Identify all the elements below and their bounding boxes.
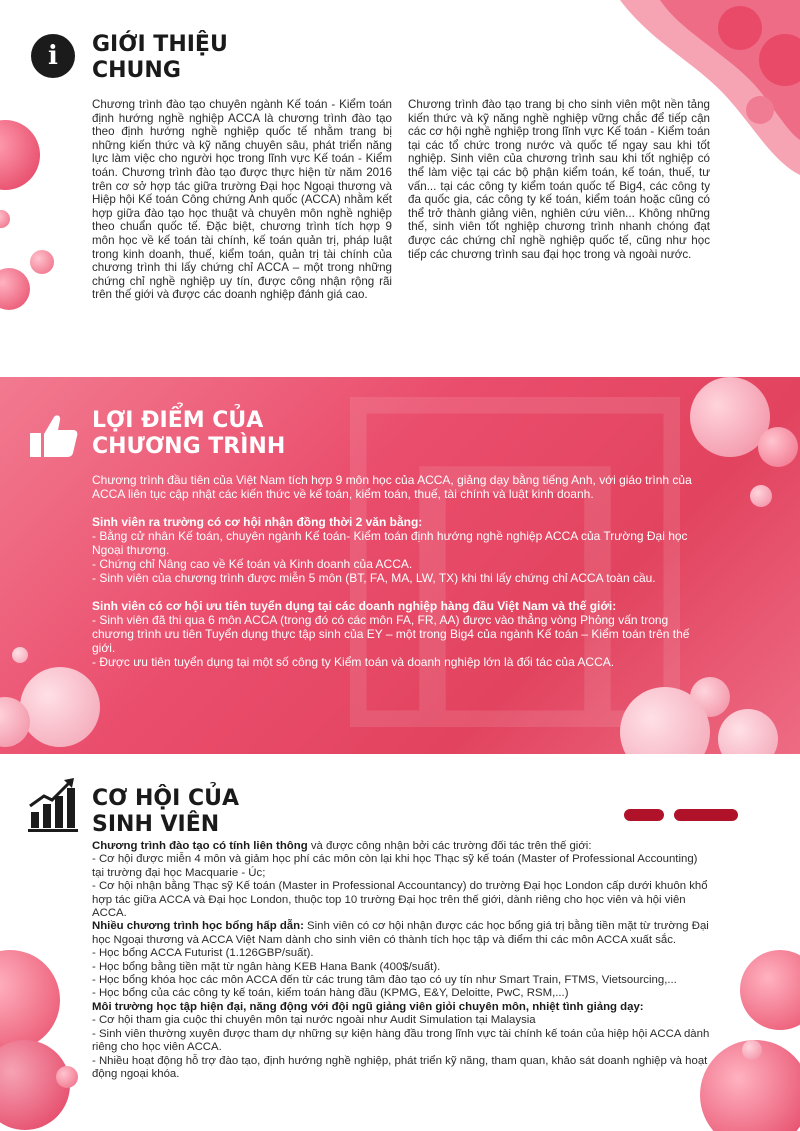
section3-bullet: - Nhiều hoạt động hỗ trợ đào tạo, định hướng nghề nghiệp, phát triển kỹ năng, tham quan, khảo sát doanh nghiệp và hoạt động ngoại khóa. [92, 1054, 708, 1080]
section1-column-right [408, 98, 710, 261]
decorative-bubble [0, 210, 10, 228]
decorative-bubble [740, 950, 800, 1030]
section2-title [92, 408, 285, 460]
section3-bullet: - Cơ hội nhận bằng Thạc sỹ Kế toán (Master in Professional Accountancy) do trường Đại học London cấp dưới khuôn khổ hợp tác giữa ACCA và Đại học London, thuộc top 10 trường Đại học trên thế giới, dành riêng cho học viên và hội viên ACCA. [92, 880, 708, 920]
decorative-bubble [0, 950, 60, 1050]
decorative-bubble [56, 1066, 78, 1088]
advantages-band [0, 377, 800, 754]
decorative-bubble [0, 120, 40, 190]
section3-heading-scholarship-rest: Sinh viên có cơ hội nhận được các học bổng giá trị bằng tiền mặt từ trường Đại học Ngoại thương và ACCA Việt Nam dành cho sinh viên có thành tích học tập và điểm thi các môn ACCA xuất sắc. [92, 920, 709, 946]
section2-intro: Chương trình đầu tiên của Việt Nam tích hợp 9 môn học của ACCA, giảng dạy bằng tiếng Anh, với giáo trình của ACCA liên tục cập nhật các kiến thức về kế toán, kiểm toán, thuế, tài chính và luật kinh doanh. [92, 473, 692, 501]
section1-column-left [92, 98, 392, 302]
section2-title-line1: LỢI ĐIỂM CỦA [92, 408, 264, 433]
section1-paragraph-left: Chương trình đào tạo chuyên ngành Kế toán - Kiểm toán định hướng nghề nghiệp ACCA là chương trình đào tạo theo định hướng nghề nghiệp quốc tế nhằm trang bị những kiến thức và kỹ năng chuyên sâu, phát triển năng lực làm việc cho người học trong lĩnh vực Kế toán - Kiểm toán. Chương trình đào tạo được thực hiện từ năm 2016 trên cơ sở hợp tác giữa trường Đại học Ngoại thương và Hiệp hội Kế toán Công chứng Anh quốc (ACCA) nhằm kết hợp giữa đào tạo học thuật và chuyên môn nghề nghiệp theo chuẩn quốc tế. Đặc biệt, chương trình tích hợp 9 môn học về kế toán tài chính, kế toán quản trị, pháp luật trong kinh doanh, thuế, kiểm toán, quản trị tài chính của chương trình thi lấy chứng chỉ ACCA – một trong những chứng chỉ nghề nghiệp uy tín, được công nhận rộng rãi trên thế giới và được các doanh nghiệp đánh giá cao. [92, 98, 392, 302]
decorative-bubble [30, 250, 54, 274]
section3-bullet: - Học bổng khóa học các môn ACCA đến từ các trung tâm đào tạo có uy tín như Smart Train, FTMS, Vietsourcing,... [92, 974, 677, 987]
section3-bullet: - Cơ hội được miễn 4 môn và giảm học phí các môn còn lại khi học Thạc sỹ kế toán (Master of Professional Accounting) tại trường đại học Macquarie - Úc; [92, 853, 698, 879]
section1-title [92, 32, 228, 84]
section3-heading-transfer-rest: và được công nhận bởi các trường đối tác trên thế giới: [307, 840, 592, 852]
section2-bullet: - Chứng chỉ Nâng cao về Kế toán và Kinh doanh của ACCA. [92, 557, 413, 571]
decorative-bubble [758, 427, 798, 467]
thumbs-up-icon [28, 413, 78, 459]
section3-bullet: - Học bổng bằng tiền mặt từ ngân hàng KEB Hana Bank (400$/suất). [92, 960, 441, 973]
section3-title-line2: SINH VIÊN [92, 812, 220, 837]
section1-title-line1: GIỚI THIỆU [92, 32, 228, 57]
info-icon: i [31, 34, 75, 78]
section2-bullet: - Được ưu tiên tuyển dụng tại một số công ty Kiểm toán và doanh nghiệp lớn là đối tác của ACCA. [92, 655, 615, 669]
section3-heading-environment: Môi trường học tập hiện đại, năng động với đội ngũ giảng viên giỏi chuyên môn, nhiệt tình giảng dạy: [92, 1000, 644, 1013]
section3-title [92, 786, 239, 838]
section2-title-line2: CHƯƠNG TRÌNH [92, 434, 286, 459]
section3-bullet: - Học bổng ACCA Futurist (1.126GBP/suất). [92, 947, 314, 960]
decorative-bubble [742, 1040, 762, 1060]
section3-heading-transfer: Chương trình đào tạo có tính liên thông [92, 840, 308, 852]
section3-bullet: - Cơ hội tham gia cuộc thi chuyên môn tại nước ngoài như Audit Simulation tại Malaysia [92, 1014, 536, 1027]
section2-body [92, 473, 712, 669]
section2-bullet: - Bằng cử nhân Kế toán, chuyên ngành Kế toán- Kiểm toán định hướng nghề nghiệp ACCA của Trường Đại học Ngoại thương. [92, 529, 688, 557]
decorative-bubble [718, 709, 778, 754]
section3-bullet: - Sinh viên thường xuyên được tham dự những sự kiện hàng đầu trong lĩnh vực tài chính kế toán của hiệp hội ACCA dành riêng cho học viên ACCA. [92, 1027, 710, 1054]
decorative-bubble [12, 647, 28, 663]
decorative-pill [624, 809, 664, 821]
section3-title-line1: CƠ HỘI CỦA [92, 786, 240, 811]
section3-bullet: - Học bổng của các công ty kế toán, kiểm toán hàng đầu (KPMG, E&Y, Deloitte, PwC, RSM,...) [92, 987, 569, 1000]
section2-heading-recruitment: Sinh viên có cơ hội ưu tiên tuyển dụng tại các doanh nghiệp hàng đầu Việt Nam và thế giới: [92, 599, 617, 613]
section1-title-line2: CHUNG [92, 58, 181, 83]
section2-bullet: - Sinh viên đã thi qua 6 môn ACCA (trong đó có các môn FA, FR, AA) được vào thẳng vòng Phỏng vấn trong chương trình ưu tiên Tuyển dụng thực tập sinh của EY – một trong Big4 của ngành Kế toán – Kiểm toán trên thế giới. [92, 613, 690, 655]
decorative-bubble [750, 485, 772, 507]
section1-paragraph-right: Chương trình đào tạo trang bị cho sinh viên một nền tảng kiến thức và kỹ năng nghề nghiệp vững chắc để tiếp cận các cơ hội nghề nghiệp trong lĩnh vực Kế toán - Kiểm toán tại các tổ chức trong nước và quốc tế ngay sau khi tốt nghiệp. Sinh viên của chương trình sau khi tốt nghiệp có thể làm việc tại các bộ phận kiểm toán, kế toán, thuế, tư vấn... tại các công ty kiểm toán quốc tế Big4, các công ty đa quốc gia, các công ty kế toán, kiểm toán hoặc cũng có thể trở thành giảng viên, nghiên cứu viên... Không những thế, sinh viên tốt nghiệp chương trình nhanh chóng đạt được các chứng chỉ nghề nghiệp quốc tế, cũng như học tiếp các chương trình sau đại học trong và ngoài nước. [408, 98, 710, 261]
decorative-pill [674, 809, 738, 821]
decorative-bubble [0, 268, 30, 310]
section2-heading-degrees: Sinh viên ra trường có cơ hội nhận đồng thời 2 văn bằng: [92, 515, 423, 529]
decorative-bubble [20, 667, 100, 747]
growth-chart-icon [28, 776, 78, 832]
section2-bullet: - Sinh viên của chương trình được miễn 5 môn (BT, FA, MA, LW, TX) khi thi lấy chứng chỉ ACCA toàn cầu. [92, 571, 656, 585]
section3-body [92, 840, 712, 1081]
section3-heading-scholarship: Nhiều chương trình học bổng hấp dẫn: [92, 920, 304, 933]
